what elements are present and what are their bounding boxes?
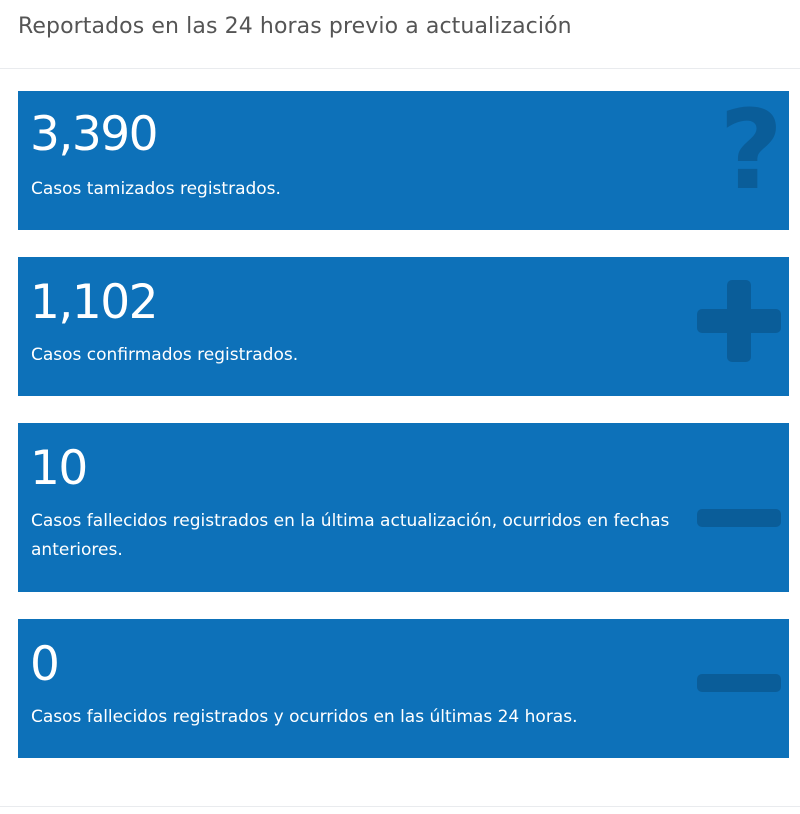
- stat-value: 0: [30, 637, 59, 692]
- stat-label: Casos fallecidos registrados en la última actualización, ocurridos en fechas anteriores.: [31, 511, 670, 560]
- stat-card-deaths-last-24h: [18, 619, 789, 758]
- stat-label: Casos fallecidos registrados y ocurridos en las últimas 24 horas.: [31, 707, 578, 727]
- stat-card-deaths-previous: [18, 423, 789, 592]
- question-icon: ?: [719, 91, 783, 214]
- stat-label: Casos confirmados registrados.: [31, 345, 299, 365]
- page-title: Reportados en las 24 horas previo a actualización: [18, 14, 572, 39]
- stat-value: 10: [30, 441, 87, 496]
- stat-value: 1,102: [30, 275, 158, 330]
- stat-value: 3,390: [30, 107, 158, 162]
- bottom-divider: [0, 806, 800, 807]
- minus-icon: [697, 674, 781, 692]
- stat-card-confirmed: [18, 257, 789, 396]
- page-header: [0, 0, 800, 69]
- stat-card-screened: [18, 91, 789, 230]
- stat-label: Casos tamizados registrados.: [31, 179, 281, 199]
